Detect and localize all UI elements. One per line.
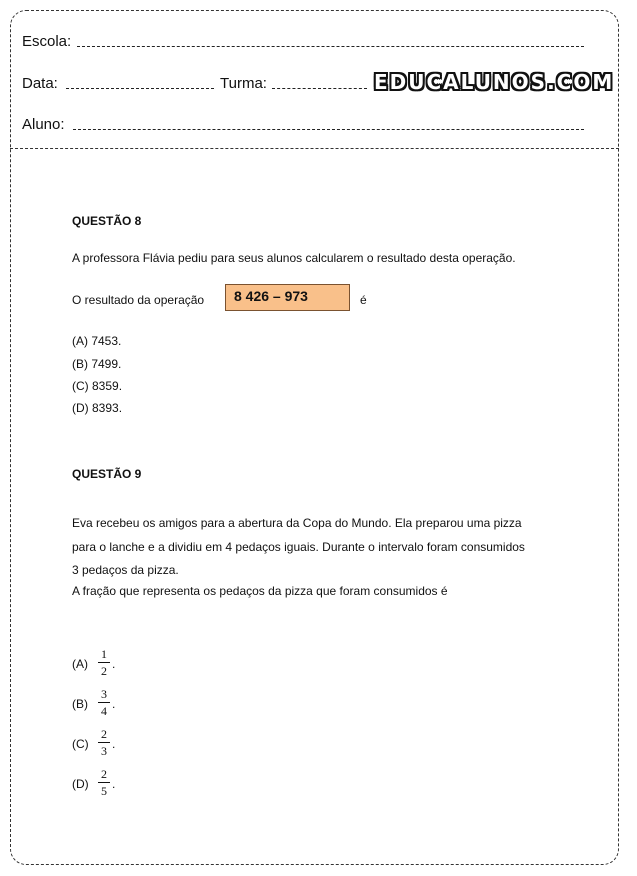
question-8-prompt: A professora Flávia pediu para seus alunos calcularem o resultado desta operação. [72, 251, 516, 265]
question-9-line-2: para o lanche e a dividiu em 4 pedaços iguais. Durante o intervalo foram consumidos [72, 540, 525, 554]
fraction [98, 687, 110, 718]
student-label: Aluno: [22, 116, 65, 133]
date-label: Data: [22, 75, 58, 92]
numerator: 3 [98, 687, 110, 703]
fraction [98, 727, 110, 758]
question-9-line-1: Eva recebeu os amigos para a abertura da Copa do Mundo. Ela preparou uma pizza [72, 516, 522, 530]
numerator: 1 [98, 647, 110, 663]
q8-option-a[interactable]: (A) 7453. [72, 334, 122, 348]
fraction [98, 647, 110, 678]
date-field[interactable] [66, 88, 214, 89]
school-field[interactable] [77, 46, 584, 47]
denominator: 5 [101, 784, 107, 798]
question-9-title: QUESTÃO 9 [72, 467, 142, 481]
question-9-line-3: 3 pedaços da pizza. [72, 563, 179, 577]
result-suffix: é [360, 293, 367, 307]
q8-option-b[interactable]: (B) 7499. [72, 357, 122, 371]
numerator: 2 [98, 767, 110, 783]
question-9-line-4: A fração que representa os pedaços da pizza que foram consumidos é [72, 584, 448, 598]
q8-option-c[interactable]: (C) 8359. [72, 379, 123, 393]
denominator: 4 [101, 704, 107, 718]
educalunos-logo: EDUCALUNOS.COM [374, 70, 615, 94]
student-field[interactable] [73, 129, 584, 130]
denominator: 3 [101, 744, 107, 758]
fraction [98, 767, 110, 798]
operation-box: 8 426 – 973 [225, 284, 350, 311]
option-letter: (C) [72, 737, 89, 751]
school-label: Escola: [22, 33, 72, 50]
result-prefix: O resultado da operação [72, 293, 205, 307]
denominator: 2 [101, 664, 107, 678]
question-8-title: QUESTÃO 8 [72, 214, 142, 228]
q8-option-d[interactable]: (D) 8393. [72, 401, 123, 415]
header-separator [10, 148, 619, 149]
option-letter: (B) [72, 697, 88, 711]
option-letter: (A) [72, 657, 88, 671]
numerator: 2 [98, 727, 110, 743]
class-field[interactable] [272, 88, 367, 89]
class-label: Turma: [220, 75, 267, 92]
option-letter: (D) [72, 777, 89, 791]
